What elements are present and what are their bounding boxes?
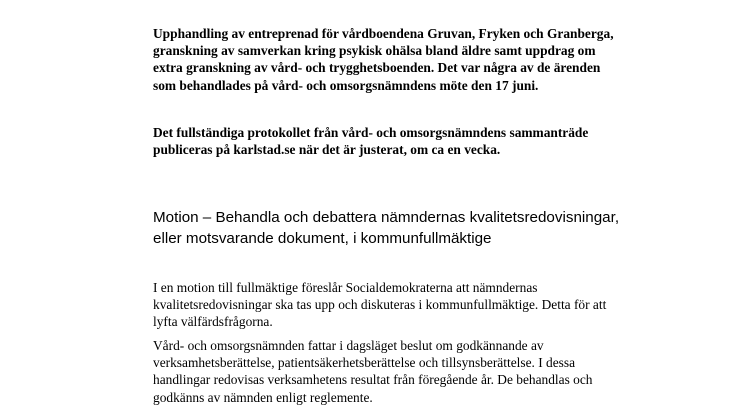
intro-paragraph-2: Det fullständiga protokollet från vård- och omsorgsnämndens sammanträde publiceras på karlstad.se när det är justerat, om ca en vecka. — [153, 125, 589, 158]
section-paragraph-1: I en motion till fullmäktige föreslår Socialdemokraterna att nämndernas kvalitetsredovisningar ska tas upp och diskuteras i kommunfullmäktige. Detta för att lyfta välfärdsfrågorna. — [153, 280, 607, 330]
section-paragraph-2: Vård- och omsorgsnämnden fattar i dagsläget beslut om godkännande av verksamhetsberättelse, patientsäkerhetsberättelse och tillsynsberättelse. I dessa handlingar redovisas verksamhetens resultat från föregående år. De behandlas och godkänns av nämnden enligt reglemente. — [153, 338, 593, 405]
section-heading: Motion – Behandla och debattera nämndernas kvalitetsredovisningar, eller motsvarande dokument, i kommunfullmäktige — [153, 209, 620, 248]
intro-paragraph-1: Upphandling av entreprenad för vårdboendena Gruvan, Fryken och Granberga, granskning av samverkan kring psykisk ohälsa bland äldre samt uppdrag om extra granskning av vård- och trygghetsboenden. Det var några av de ärenden som behandlades på vård- och omsorgsnämndens möte den 17 juni. — [153, 26, 614, 93]
